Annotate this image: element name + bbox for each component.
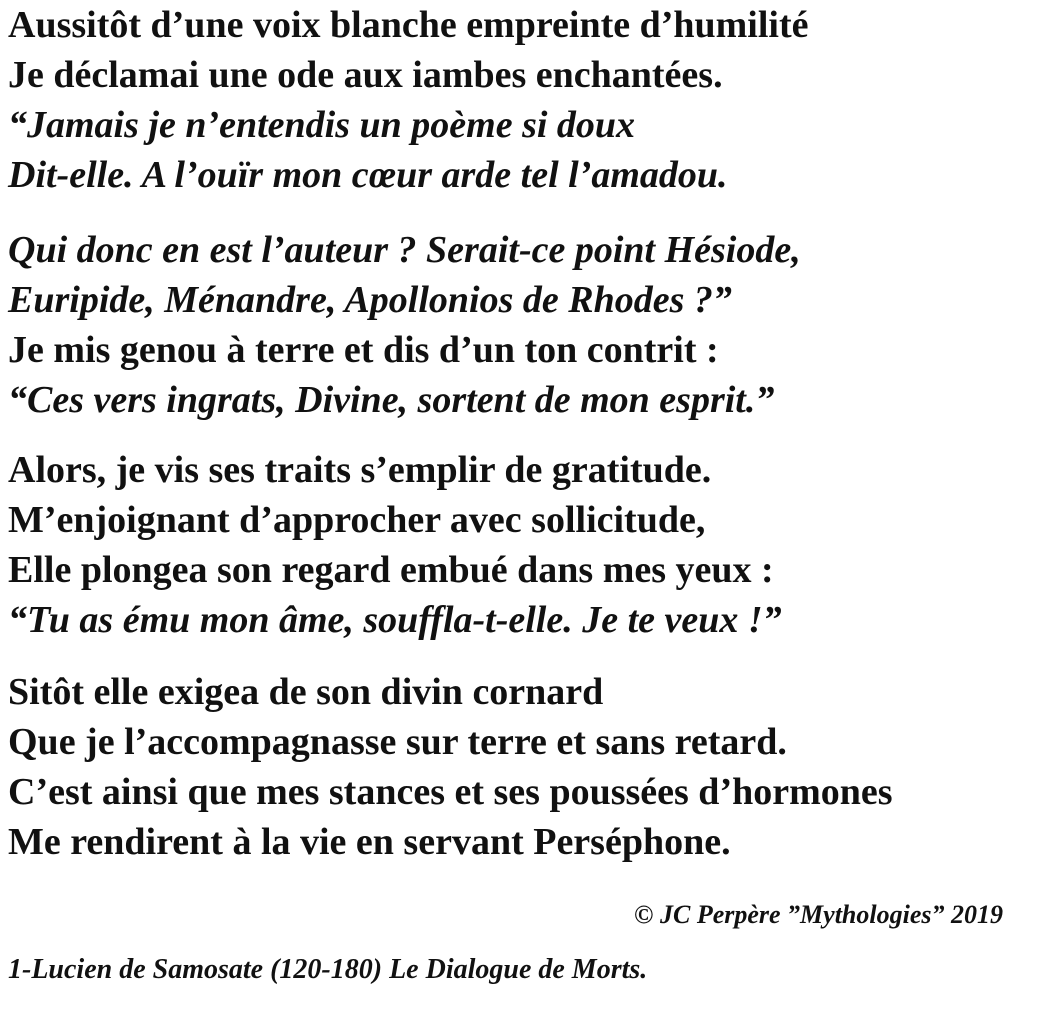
verse-line: “Jamais je n’entendis un poème si doux (8, 104, 636, 146)
verse-line: Que je l’accompagnasse sur terre et sans retard. (8, 721, 787, 763)
copyright-notice: © JC Perpère ”Mythologies” 2019 (634, 900, 1003, 929)
stanza-4 (8, 667, 893, 867)
verse-line: C’est ainsi que mes stances et ses poussées d’hormones (8, 771, 893, 813)
verse-line: Je mis genou à terre et dis d’un ton contrit : (8, 329, 719, 371)
verse-line: Me rendirent à la vie en servant Perséphone. (8, 821, 731, 863)
verse-line: Euripide, Ménandre, Apollonios de Rhodes ?” (8, 279, 732, 321)
footnote: 1-Lucien de Samosate (120-180) Le Dialogue de Morts. (8, 954, 648, 985)
stanza-1 (8, 0, 809, 200)
verse-line: “Tu as ému mon âme, souffla-t-elle. Je te veux !” (8, 599, 782, 641)
verse-line: Dit-elle. A l’ouïr mon cœur arde tel l’amadou. (8, 154, 728, 196)
verse-line: “Ces vers ingrats, Divine, sortent de mon esprit.” (8, 379, 775, 421)
stanza-2 (8, 225, 801, 425)
verse-line: Alors, je vis ses traits s’emplir de gratitude. (8, 449, 712, 491)
stanza-3 (8, 445, 782, 645)
verse-line: Je déclamai une ode aux iambes enchantées. (8, 54, 723, 96)
verse-line: Qui donc en est l’auteur ? Serait-ce point Hésiode, (8, 229, 801, 271)
verse-line: Sitôt elle exigea de son divin cornard (8, 671, 604, 713)
verse-line: Elle plongea son regard embué dans mes yeux : (8, 549, 774, 591)
verse-line: Aussitôt d’une voix blanche empreinte d’humilité (8, 4, 809, 46)
verse-line: M’enjoignant d’approcher avec sollicitude, (8, 499, 706, 541)
